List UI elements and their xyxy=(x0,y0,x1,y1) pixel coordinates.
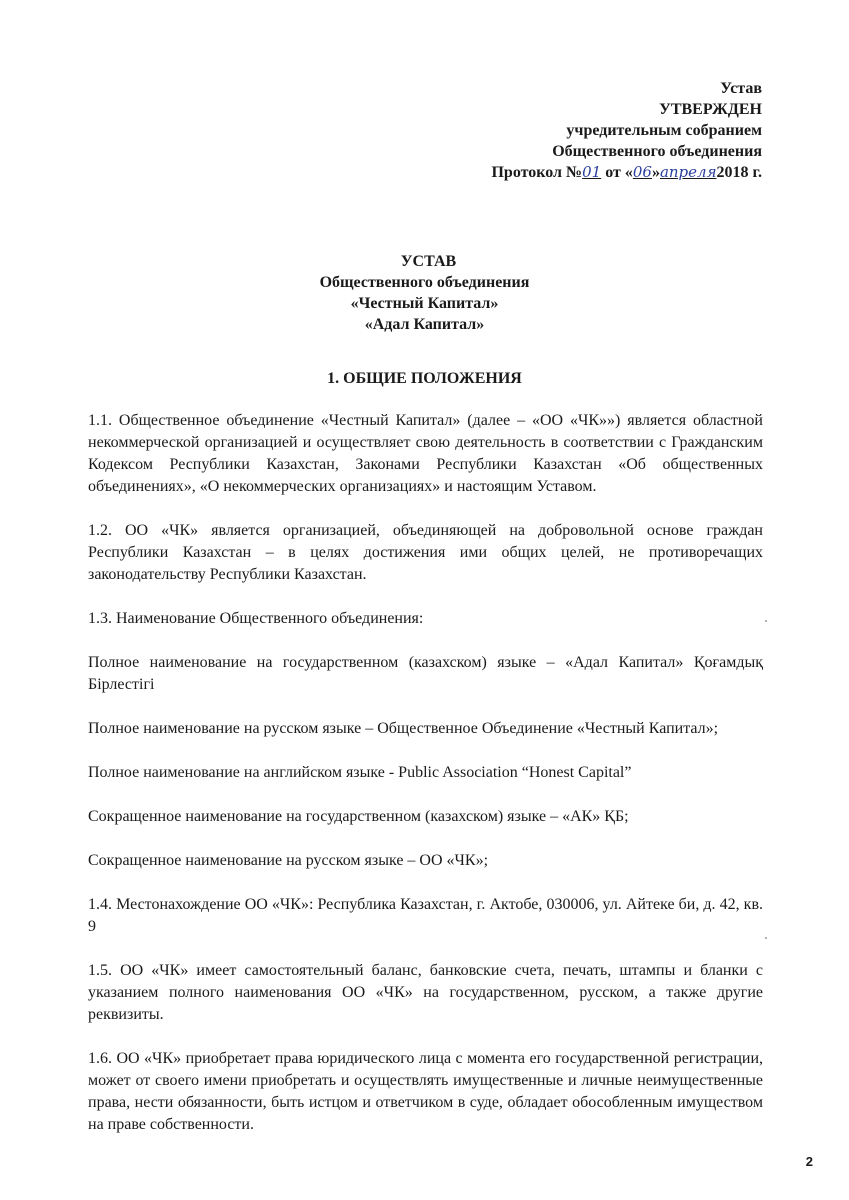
section-heading: 1. ОБЩИЕ ПОЛОЖЕНИЯ xyxy=(327,370,522,387)
title-name-kazakh: «Адал Капитал» xyxy=(364,316,485,333)
approval-line-association: Общественного объединения xyxy=(552,143,762,160)
protocol-number-handwritten: 01 xyxy=(582,163,602,181)
approval-line-by-meeting: учредительным собранием xyxy=(566,122,762,139)
paragraph-1-3: 1.3. Наименование Общественного объединения: xyxy=(88,610,424,627)
approval-line-protocol xyxy=(491,162,762,183)
document-title xyxy=(0,251,849,335)
approval-block xyxy=(491,78,762,183)
protocol-from: от « xyxy=(601,164,633,181)
scan-speck xyxy=(765,937,767,939)
body-text xyxy=(88,410,763,1136)
protocol-month-handwritten: апреля xyxy=(659,163,717,181)
protocol-prefix: Протокол № xyxy=(491,164,583,181)
full-name-kazakh: Полное наименование на государственном (казахском) языке – «Адал Капитал» Қоғамдық Бірлестігі xyxy=(88,654,763,693)
page-number: 2 xyxy=(805,1154,813,1169)
full-name-english: Полное наименование на английском языке - Public Association “Honest Capital” xyxy=(88,764,632,781)
paragraph-1-2: 1.2. ОО «ЧК» является организацией, объединяющей на добровольной основе граждан Республики Казахстан – в целях достижения ими общих целей, не противоречащих законодательству Республики Казахстан. xyxy=(88,522,763,583)
title-charter: УСТАВ xyxy=(400,253,457,270)
approval-line-charter: Устав xyxy=(720,80,762,97)
title-association: Общественного объединения xyxy=(319,274,530,291)
protocol-year: 2018 г. xyxy=(716,164,762,181)
full-name-russian: Полное наименование на русском языке – Общественное Объединение «Честный Капитал»; xyxy=(88,720,719,737)
protocol-day-handwritten: 06 xyxy=(632,163,652,181)
paragraph-1-4: 1.4. Местонахождение ОО «ЧК»: Республика Казахстан, г. Актобе, 030006, ул. Айтеке би, д. 42, кв. 9 xyxy=(88,896,763,935)
approval-line-approved: УТВЕРЖДЕН xyxy=(659,101,762,118)
short-name-kazakh: Сокращенное наименование на государственном (казахском) языке – «АК» ҚБ; xyxy=(88,808,629,825)
scan-speck xyxy=(765,620,767,622)
paragraph-1-5: 1.5. ОО «ЧК» имеет самостоятельный баланс, банковские счета, печать, штампы и бланки с указанием полного наименования ОО «ЧК» на государственном, русском, а также другие реквизиты. xyxy=(88,962,763,1023)
short-name-russian: Сокращенное наименование на русском языке – ОО «ЧК»; xyxy=(88,852,489,869)
protocol-quote-close: » xyxy=(651,164,660,181)
paragraph-1-6: 1.6. ОО «ЧК» приобретает права юридического лица с момента его государственной регистрации, может от своего имени приобретать и осуществлять имущественные и личные неимущественные права, нести обязанности, быть истцом и ответчиком в суде, обладает обособленным имуществом на праве собственности. xyxy=(88,1050,763,1133)
title-name-russian: «Честный Капитал» xyxy=(350,295,499,312)
paragraph-1-1: 1.1. Общественное объединение «Честный Капитал» (далее – «ОО «ЧК»») является областной некоммерческой организацией и осуществляет свою деятельность в соответствии с Гражданским Кодексом Республики Казахстан, Законами Республики Казахстан «Об общественных объединениях», «О некоммерческих организациях» и настоящим Уставом. xyxy=(88,412,763,495)
